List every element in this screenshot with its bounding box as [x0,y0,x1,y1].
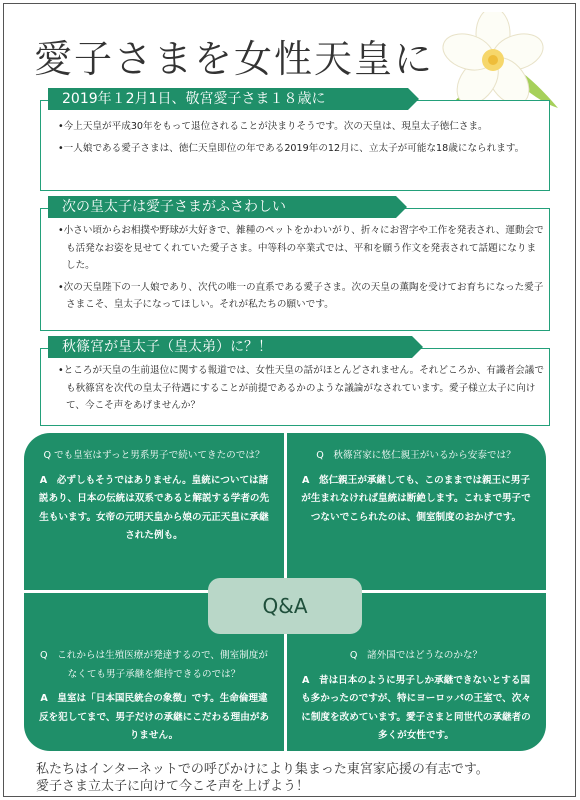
qa-item-1 [38,447,270,546]
qa-question: Q これからは生殖医療が発達するので、側室制度がなくても男子承継を維持できるのでは？ [39,650,268,680]
section-1-body [58,118,544,161]
qa-answer: A 昔は日本のように男子しか承継できないとする国も多かったのですが、特にヨーロッパの王室で、次々に制度を改めています。愛子さまと同世代の承継者の多くが女性です。 [301,674,531,741]
qa-item-2 [298,447,534,527]
list-item: •ところが天皇の生前退位に関する報道では、女性天皇の話がほとんどされません。それどころか、有識者会議でも秋篠宮を次代の皇太子待遇にすることが前提であるかのような議論がなされています。愛子様立太子に向けて、今こそ声をあげませんか？ [58,365,544,411]
qa-answer: A 悠仁親王が承継しても、このままでは親王に男子が生まれなければ皇統は断絶します。これまで男子でつないでこられたのは、側室制度のおかげです。 [301,474,531,523]
qa-question: Q 諸外国ではどうなのかな？ [349,650,483,661]
list-item: •一人娘である愛子さまは、徳仁天皇即位の年である2019年の12月に、立太子が可能な18歳になられます。 [58,142,525,154]
section-3-body [58,362,544,419]
qa-answer: A 必ずしもそうではありません。皇統については諸説あり、日本の伝統は双系であると解説する学者の先生もいます。女帝の元明天皇から娘の元正天皇に承継された例も。 [38,474,270,541]
qa-answer: A 皇室は「日本国民統合の象徴」です。生命倫理違反を犯してまで、男子だけの承継にこだわる理由がありません。 [38,693,270,741]
qa-question: Q 秋篠宮家に悠仁親王がいるから安泰では？ [316,450,516,461]
list-item: •今上天皇が平成30年をもって退位されることが決まりそうです。次の天皇は、現皇太子徳仁さま。 [58,121,488,132]
qa-item-4 [298,647,534,746]
footer-line-2: 愛子さま立太子に向けて今こそ声を上げよう！ [36,779,310,794]
footer-text [36,761,489,795]
section-2-body [58,222,544,318]
footer-line-1: 私たちはインターネットでの呼びかけにより集まった東宮家応援の有志です。 [36,762,489,777]
qa-question: Q でも皇室はずっと男系男子で続いてきたのでは？ [43,450,265,461]
qa-item-3 [38,647,270,746]
list-item: •小さい頃からお相撲や野球が大好きで、雑種のペットをかわいがり、折々にお習字や工作を発表され、運動会でも活発なお姿を見せてくれていた愛子さま。中等科の卒業式では、平和を願う作文を発表されて話題になりました。 [58,225,544,271]
qa-center-label: Q&A [208,578,362,634]
section-header-1: 2019年１2月1日、敬宮愛子さま１８歳に [48,88,408,110]
section-header-2: 次の皇太子は愛子さまがふさわしい [48,196,396,218]
list-item: •次の天皇陛下の一人娘であり、次代の唯一の直系である愛子さま。次の天皇の薫陶を受けてお育ちになった愛子さまこそ、皇太子になってほしい。それが私たちの願いです。 [58,281,544,310]
section-header-3: 秋篠宮が皇太子（皇太弟）に？！ [48,336,412,358]
page-title: 愛子さまを女性天皇に [34,37,435,81]
